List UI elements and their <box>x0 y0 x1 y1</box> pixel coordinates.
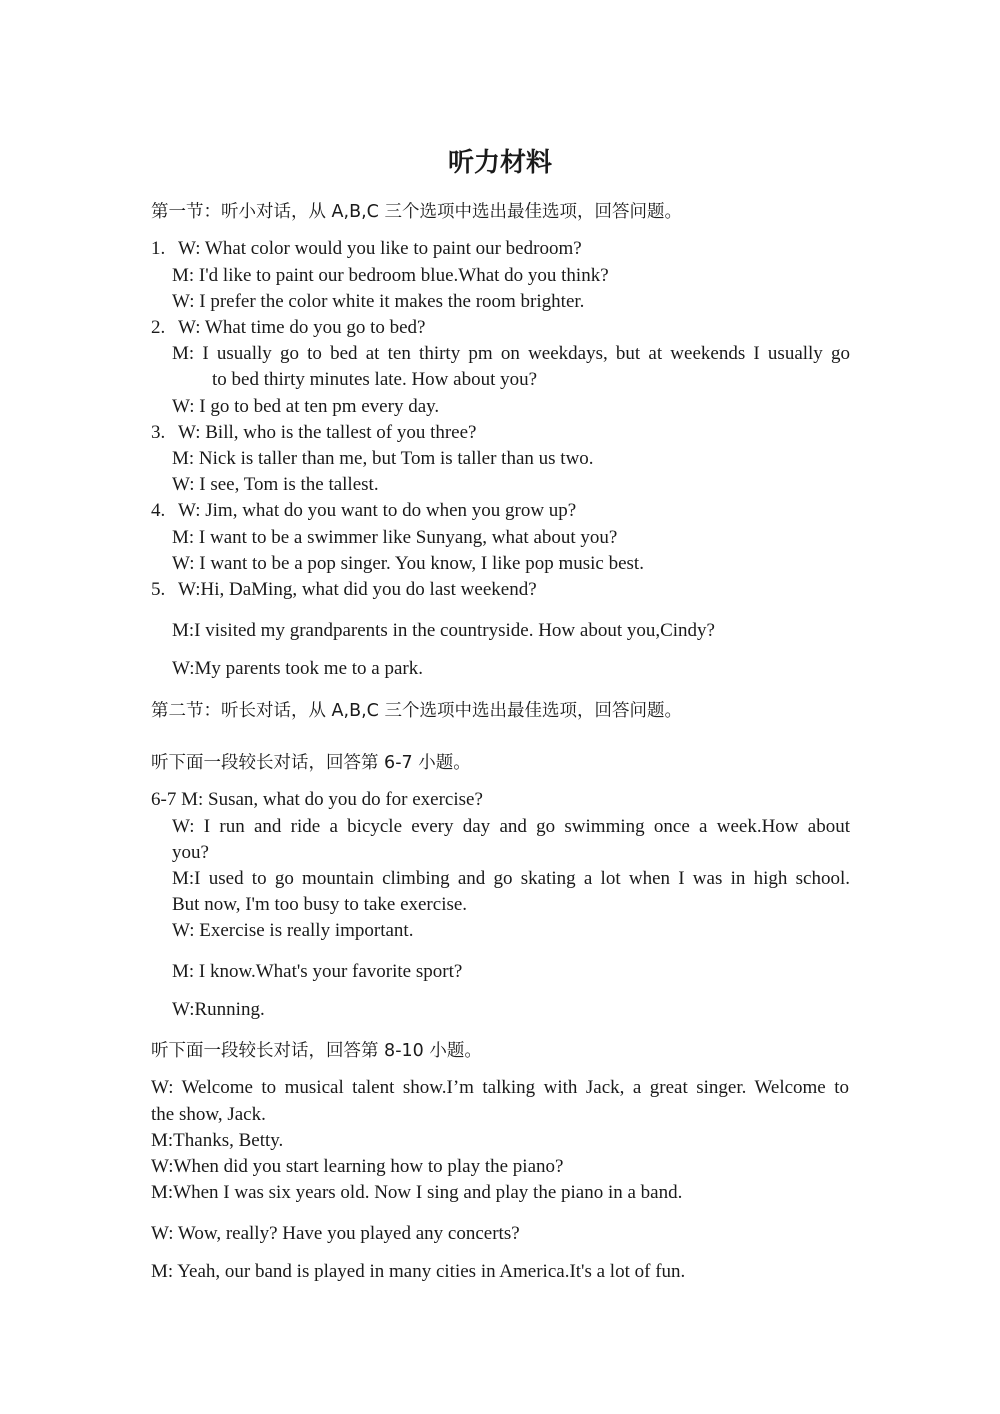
page-title: 听力材料 <box>447 148 552 178</box>
d67-line-3a: M:I used to go mountain climbing and go skating a lot when I was in high school. <box>172 868 850 889</box>
d67-line-6: W:Running. <box>172 999 265 1020</box>
q4-line-1: W: Jim, what do you want to do when you grow up? <box>178 500 577 521</box>
question-5-number: 5. <box>151 579 166 600</box>
q4-line-3: W: I want to be a pop singer. You know, I like pop music best. <box>172 553 644 574</box>
q2-line-2a: M: I usually go to bed at ten thirty pm on weekdays, but at weekends I usually go <box>172 343 850 364</box>
d810-line-3: W:When did you start learning how to play the piano? <box>151 1156 564 1177</box>
question-4-number: 4. <box>151 500 166 521</box>
q3-line-2: M: Nick is taller than me, but Tom is taller than us two. <box>172 448 594 469</box>
q1-line-3: W: I prefer the color white it makes the room brighter. <box>172 291 585 312</box>
q3-line-1: W: Bill, who is the tallest of you three? <box>178 422 477 443</box>
question-1-number: 1. <box>151 238 166 259</box>
intro-6-7: 听下面一段较长对话，回答第 6-7 小题。 <box>151 753 471 773</box>
q2-line-1: W: What time do you go to bed? <box>178 317 426 338</box>
q1-line-1: W: What color would you like to paint our bedroom? <box>178 238 582 259</box>
question-3-number: 3. <box>151 422 166 443</box>
q5-line-2: M:I visited my grandparents in the countryside. How about you,Cindy? <box>172 620 715 641</box>
d810-line-4: M:When I was six years old. Now I sing and play the piano in a band. <box>151 1182 683 1203</box>
q1-line-2: M: I'd like to paint our bedroom blue.What do you think? <box>172 265 609 286</box>
q5-line-1: W:Hi, DaMing, what did you do last weekend? <box>178 579 537 600</box>
section-1-heading: 第一节：听小对话，从 A,B,C 三个选项中选出最佳选项，回答问题。 <box>151 202 682 222</box>
q2-line-2b: to bed thirty minutes late. How about you? <box>212 369 538 390</box>
q3-line-3: W: I see, Tom is the tallest. <box>172 474 379 495</box>
q5-line-3: W:My parents took me to a park. <box>172 658 423 679</box>
d67-line-5: M: I know.What's your favorite sport? <box>172 961 463 982</box>
section-2-heading: 第二节：听长对话，从 A,B,C 三个选项中选出最佳选项，回答问题。 <box>151 701 682 721</box>
q2-line-3: W: I go to bed at ten pm every day. <box>172 396 440 417</box>
d67-line-3b: But now, I'm too busy to take exercise. <box>172 894 468 915</box>
d67-line-1: 6-7 M: Susan, what do you do for exercise? <box>151 789 483 810</box>
d67-line-4: W: Exercise is really important. <box>172 920 414 941</box>
d67-line-2b: you? <box>172 842 209 863</box>
q4-line-2: M: I want to be a swimmer like Sunyang, what about you? <box>172 527 618 548</box>
d810-line-1a: W: Welcome to musical talent show.I’m talking with Jack, a great singer. Welcome to <box>151 1077 849 1098</box>
d67-line-2a: W: I run and ride a bicycle every day and go swimming once a week.How about <box>172 816 850 837</box>
intro-8-10: 听下面一段较长对话，回答第 8-10 小题。 <box>151 1041 482 1061</box>
d810-line-5: W: Wow, really? Have you played any concerts? <box>151 1223 520 1244</box>
d810-line-2: M:Thanks, Betty. <box>151 1130 284 1151</box>
question-2-number: 2. <box>151 317 166 338</box>
d810-line-6: M: Yeah, our band is played in many cities in America.It's a lot of fun. <box>151 1261 686 1282</box>
d810-line-1b: the show, Jack. <box>151 1104 266 1125</box>
